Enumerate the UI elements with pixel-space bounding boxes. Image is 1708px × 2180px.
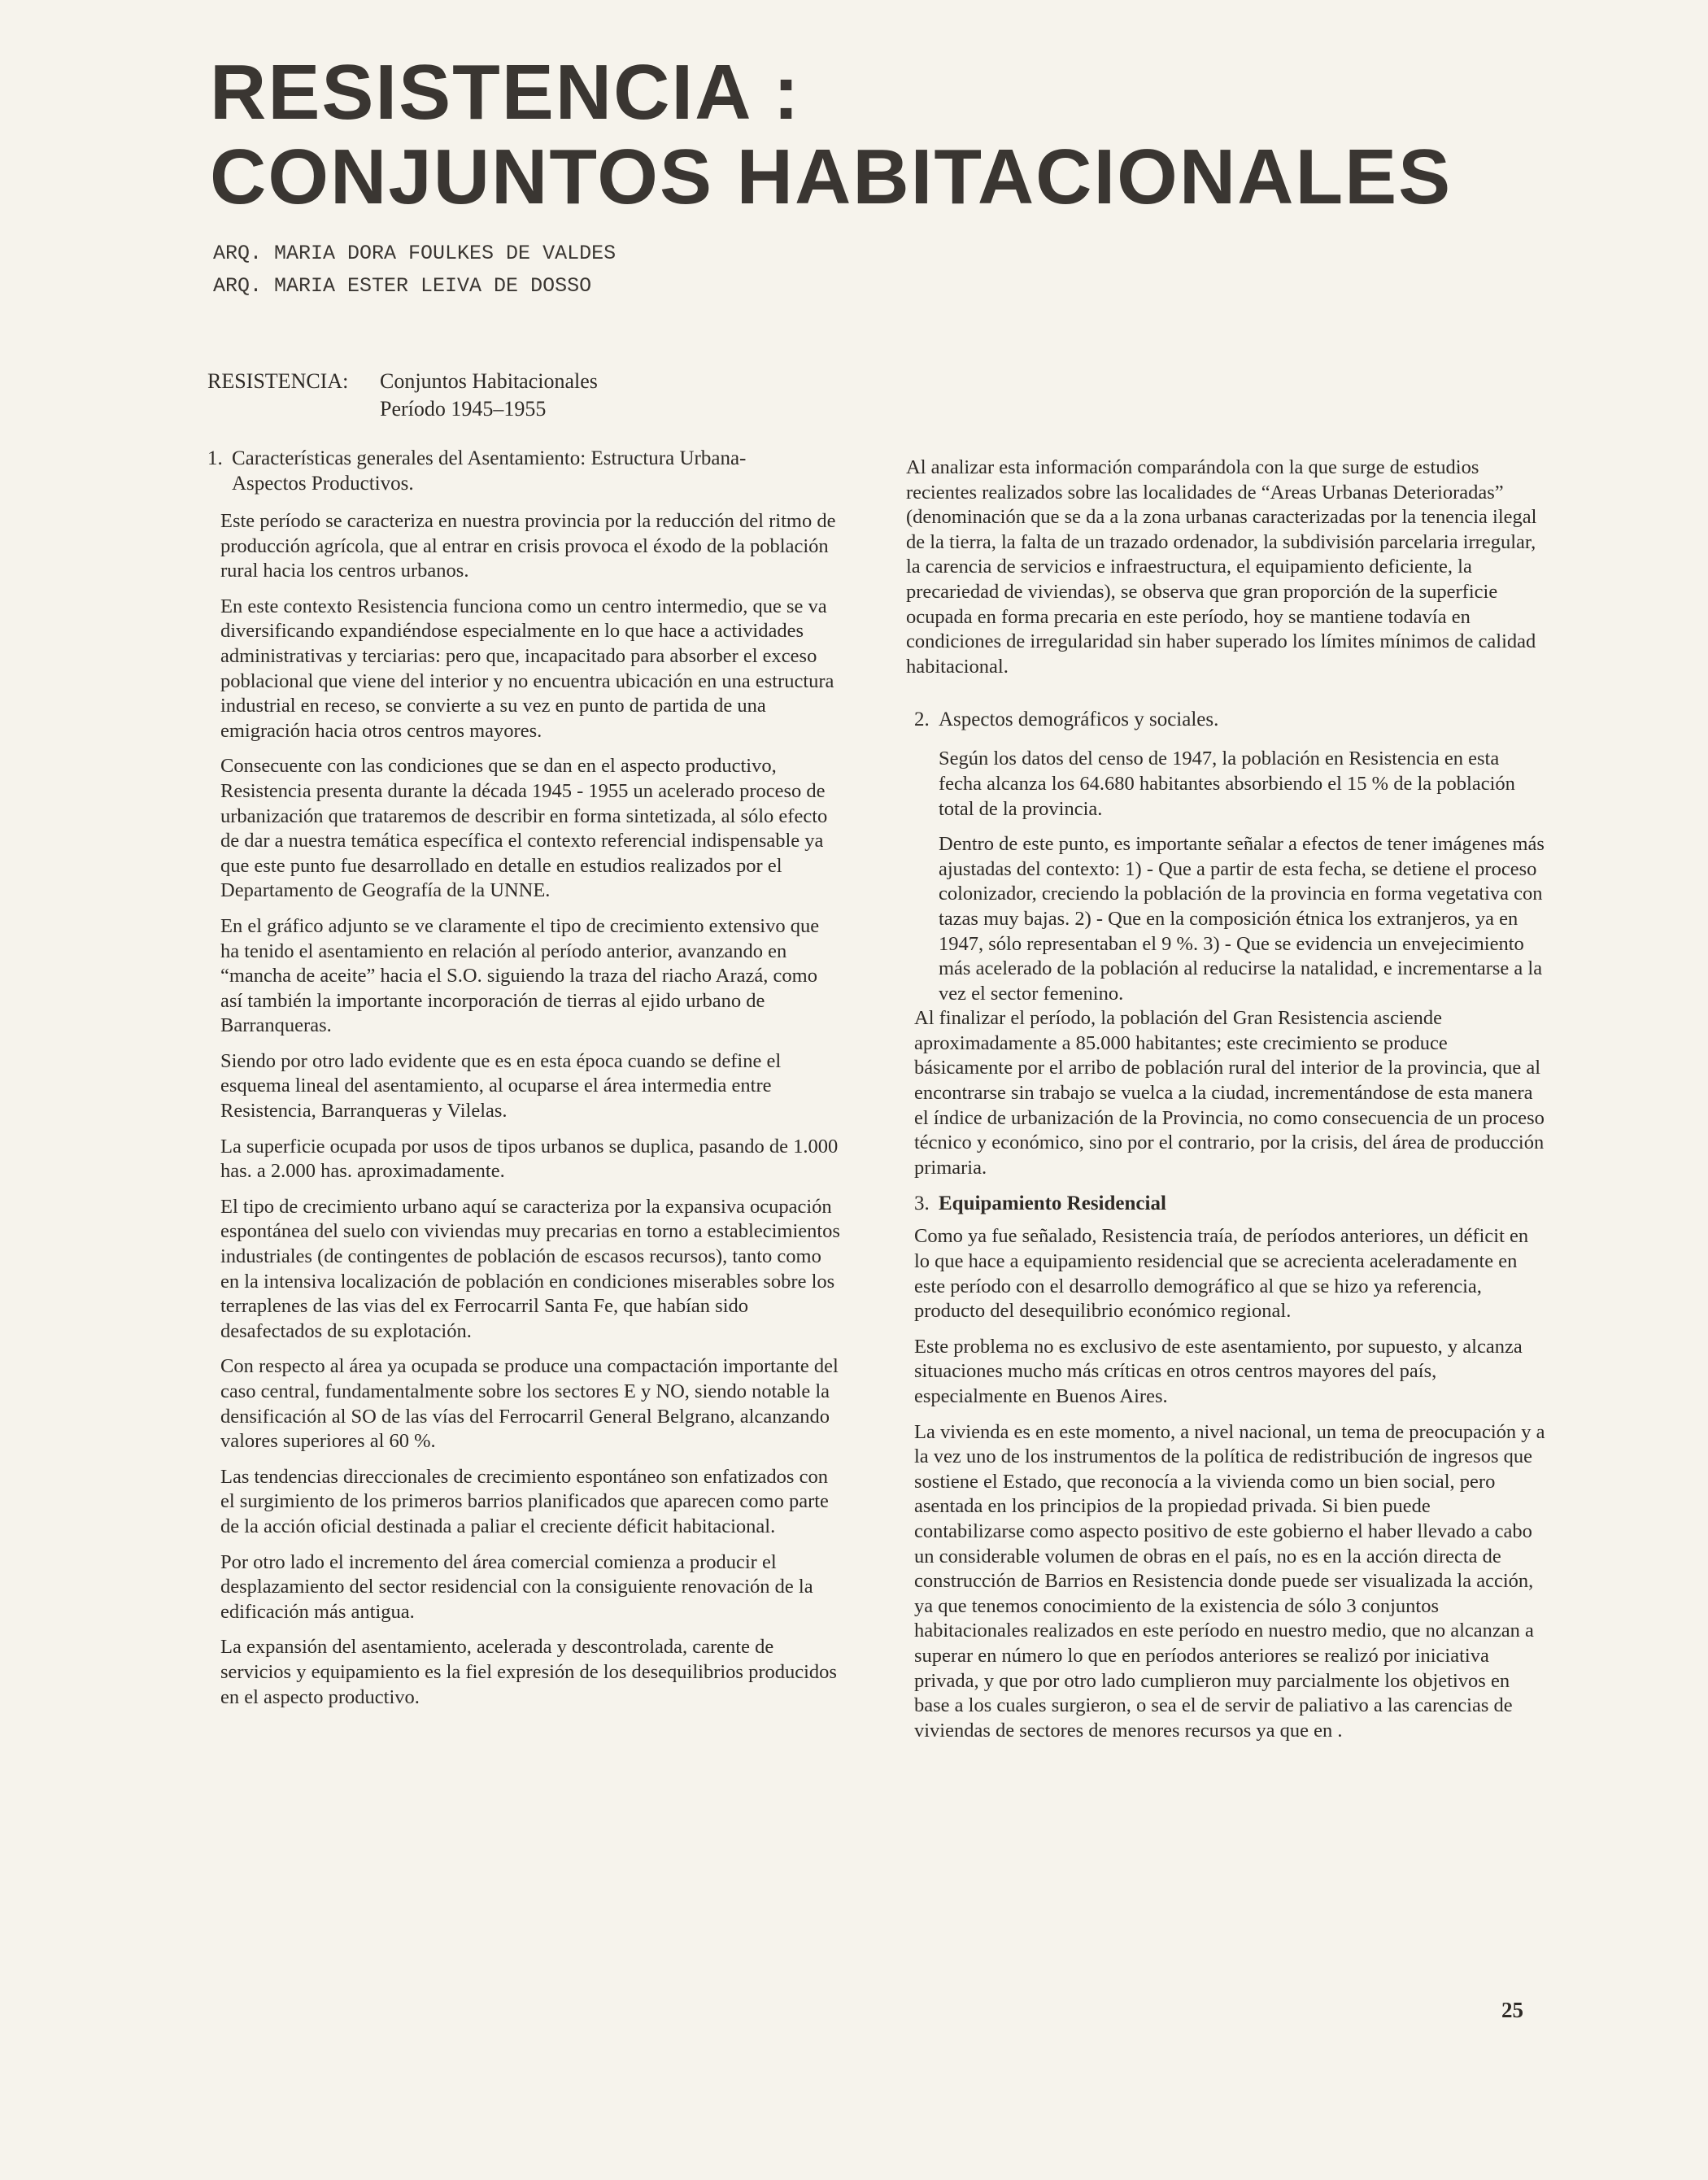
paragraph: La superficie ocupada por usos de tipos urbanos se duplica, pasando de 1.000 has. a 2.000 has. aproximadamente. <box>220 1135 839 1183</box>
article-title-line-1: RESISTENCIA : <box>210 49 801 136</box>
subheading-line-2: Período 1945–1955 <box>380 397 547 421</box>
section-3-heading <box>914 1191 1545 1216</box>
section-2-heading <box>914 707 1545 732</box>
section-1-heading <box>207 446 840 496</box>
subheading-line-1: Conjuntos Habitacionales <box>380 369 598 393</box>
paragraph: En este contexto Resistencia funciona como un centro intermedio, que se va diversificando expandiéndose especialmente en lo que hace a actividades administrativas y terciarias: pero que, incapacitado para absorber el exceso poblacional que viene del interior y no encuentra ubicación en una estructura industrial en receso, se convierte a su vez en punto de partida de una emigración hacia otros centros mayores. <box>220 595 834 742</box>
paragraph: Las tendencias direccionales de crecimiento espontáneo son enfatizados con el surgimiento de los primeros barrios planificados que aparecen como parte de la acción oficial destinada a paliar el creciente déficit habitacional. <box>220 1465 829 1537</box>
author-list <box>213 238 616 303</box>
section-number: 2. <box>914 708 930 731</box>
section-heading-line-2: Aspectos Productivos. <box>232 473 414 495</box>
right-column <box>903 456 1545 1754</box>
section-heading: Aspectos demográficos y sociales. <box>939 708 1219 731</box>
article-title <box>210 50 1452 220</box>
paragraph: Por otro lado el incremento del área comercial comienza a producir el desplazamiento del sector residencial con la consiguiente renovación de la edificación más antigua. <box>220 1550 813 1623</box>
paragraph: Como ya fue señalado, Resistencia traía, de períodos anteriores, un déficit en lo que hace a equipamiento residencial que se acrecienta aceleradamente en este período con el desarrollo demográfico al que se hizo ya referencia, producto del desequilibrio económico regional. <box>914 1225 1529 1323</box>
paragraph: Dentro de este punto, es importante señalar a efectos de tener imágenes más ajustadas del contexto: 1) - Que a partir de esta fecha, se detiene el proceso colonizador, creciendo la población de la provincia en forma vegetativa con tazas muy bajas. 2) - Que en la composición étnica los extranjeros, ya en 1947, sólo representaban el 9 %. 3) - Que se evidencia un envejecimiento más acelerado de la población al reducirse la natalidad, e incrementarse a la vez el sector femenino. <box>939 833 1545 1005</box>
paragraph: Siendo por otro lado evidente que es en esta época cuando se define el esquema lineal del asentamiento, al ocuparse el área intermedia entre Resistencia, Barranqueras y Vilelas. <box>220 1049 782 1123</box>
article-title-line-2: CONJUNTOS HABITACIONALES <box>210 133 1453 220</box>
paragraph: La vivienda es en este momento, a nivel nacional, un tema de preocupación y a la vez uno de los instrumentos de la política de redistribución de ingresos que sostiene el Estado, que reconocía a la vivienda como un bien social, pero asentada en los principios de la propiedad privada. Si bien puede contabilizarse como aspecto positivo de este gobierno el haber llevado a cabo un considerable volumen de obras en el país, no es en la acción directa de construcción de Barrios en Resistencia donde puede ser visualizada la acción, ya que tenemos conocimiento de la existencia de sólo 3 conjuntos habitacionales realizados en este período en nuestro medio, que no alcanzan a superar en número lo que en períodos anteriores se realizó por iniciativa privada, y que por otro lado cumplieron muy parcialmente los objetivos en base a los cuales surgieron, o sea el de servir de paliativo a las carencias de viviendas de sectores de menores recursos ya que en . <box>914 1420 1545 1742</box>
left-column <box>207 446 840 1720</box>
author-name: ARQ. MARIA DORA FOULKES DE VALDES <box>213 242 617 265</box>
paragraph: En el gráfico adjunto se ve claramente el tipo de crecimiento extensivo que ha tenido el asentamiento en relación al período anterior, avanzando en “mancha de aceite” hacia el S.O. siguiendo la traza del riacho Arazá, como así también la importante incorporación de tierras al ejido urbano de Barranqueras. <box>220 914 820 1037</box>
paragraph: Este período se caracteriza en nuestra provincia por la reducción del ritmo de producción agrícola, que al entrar en crisis provoca el éxodo de la población rural hacia los centros urbanos. <box>220 510 836 582</box>
paragraph: Al finalizar el período, la población del Gran Resistencia asciende aproximadamente a 85.000 habitantes; este crecimiento se produce básicamente por el arribo de población rural del interior de la provincia, que al encontrarse sin trabajo se vuelca a la ciudad, incrementándose de esta manera el índice de urbanización de la Provincia, no como consecuencia de un proceso técnico y económico, sino por el contrario, por la crisis, del área de producción primaria. <box>914 1007 1545 1179</box>
paragraph: Consecuente con las condiciones que se dan en el aspecto productivo, Resistencia presenta durante la década 1945 - 1955 un acelerado proceso de urbanización que trataremos de describir en forma sintetizada, al sólo efecto de dar a nuestra temática específica el contexto referencial indispensable ya que este punto fue desarrollado en detalle en estudios realizados por el Departamento de Geografía de la UNNE. <box>220 755 828 902</box>
paragraph: El tipo de crecimiento urbano aquí se caracteriza por la expansiva ocupación espontánea del suelo con viviendas muy precarias en torno a establecimientos industriales (de contingentes de población de escasos recursos), tanto como en la intensiva localización de población en condiciones miserables sobre los terraplenes de las vias del ex Ferrocarril Santa Fe, que habían sido desafectados de su explotación. <box>220 1195 840 1342</box>
paragraph: Con respecto al área ya ocupada se produce una compactación importante del caso central, fundamentalmente sobre los sectores E y NO, siendo notable la densificación al SO de las vías del Ferrocarril General Belgrano, alcanzando valores superiores al 60 %. <box>220 1355 839 1453</box>
section-heading: Equipamiento Residencial <box>939 1192 1166 1215</box>
author-name: ARQ. MARIA ESTER LEIVA DE DOSSO <box>213 274 592 298</box>
paragraph: Este problema no es exclusivo de este asentamiento, por supuesto, y alcanza situaciones mucho más críticas en otros centros mayores del país, especialmente en Buenos Aires. <box>914 1335 1523 1407</box>
paragraph: Al analizar esta información comparándola con la que surge de estudios recientes realizados sobre las localidades de “Areas Urbanas Deterioradas” (denominación que se da a la zona urbanas caracterizadas por la tenencia ilegal de la tierra, la falta de un trazado ordenador, la subdivisión parcelaria irregular, la carencia de servicios e infraestructura, el equipamiento deficiente, la precariedad de viviendas), se observa que gran proporción de la superficie ocupada en forma precaria en este período, hoy se mantiene todavía en condiciones de irregularidad sin haber superado los límites mínimos de calidad habitacional. <box>906 456 1537 678</box>
section-number: 3. <box>914 1192 930 1215</box>
paragraph: La expansión del asentamiento, acelerada y descontrolada, carente de servicios y equipamiento es la fiel expresión de los desequilibrios producidos en el aspecto productivo. <box>220 1636 837 1708</box>
page-number: 25 <box>1501 1998 1523 2022</box>
paragraph: Según los datos del censo de 1947, la población en Resistencia en esta fecha alcanza los 64.680 habitantes absorbiendo el 15 % de la población total de la provincia. <box>939 748 1515 820</box>
subheading-label: RESISTENCIA: <box>207 369 349 393</box>
section-number: 1. <box>207 447 223 469</box>
section-heading-line-1: Características generales del Asentamiento: Estructura Urbana- <box>232 447 747 469</box>
